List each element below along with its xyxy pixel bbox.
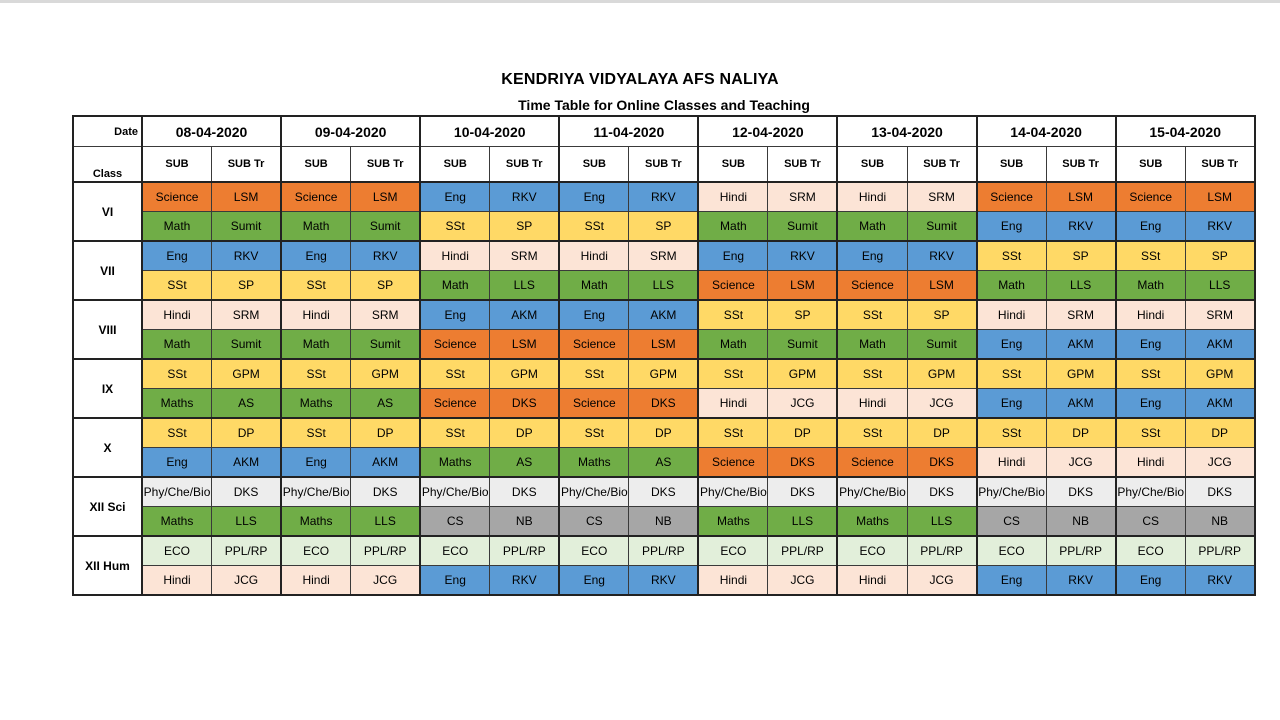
subject-cell: Phy/Che/Bio	[977, 477, 1047, 507]
subject-cell: Eng	[559, 182, 629, 212]
subject-cell: Phy/Che/Bio	[1116, 477, 1186, 507]
subject-cell: Maths	[142, 389, 212, 419]
subject-cell: Math	[142, 330, 212, 360]
teacher-cell: Sumit	[768, 212, 838, 242]
teacher-cell: SRM	[629, 241, 699, 271]
teacher-cell: RKV	[1185, 212, 1255, 242]
teacher-cell: LSM	[629, 330, 699, 360]
teacher-cell: DKS	[629, 389, 699, 419]
subject-cell: ECO	[142, 536, 212, 566]
sub-header: SUB	[977, 147, 1047, 183]
teacher-cell: SP	[768, 300, 838, 330]
subject-cell: Science	[837, 271, 907, 301]
teacher-cell: SRM	[212, 300, 282, 330]
subject-cell: Eng	[281, 241, 351, 271]
subject-cell: Maths	[698, 507, 768, 537]
teacher-cell: JCG	[768, 566, 838, 596]
table-row	[73, 566, 1255, 596]
teacher-cell: SRM	[1046, 300, 1116, 330]
teacher-cell: DKS	[1046, 477, 1116, 507]
subject-cell: SSt	[1116, 418, 1186, 448]
sub-teacher-header: SUB Tr	[1046, 147, 1116, 183]
subject-cell: SSt	[559, 418, 629, 448]
subject-cell: SSt	[142, 271, 212, 301]
subject-cell: Eng	[420, 182, 490, 212]
teacher-cell: AKM	[1046, 330, 1116, 360]
subject-cell: ECO	[420, 536, 490, 566]
teacher-cell: SP	[1185, 241, 1255, 271]
subject-cell: Phy/Che/Bio	[281, 477, 351, 507]
subject-cell: Eng	[281, 448, 351, 478]
teacher-cell: Sumit	[907, 212, 977, 242]
teacher-cell: NB	[629, 507, 699, 537]
subject-cell: Math	[977, 271, 1047, 301]
subject-cell: Eng	[1116, 330, 1186, 360]
subject-cell: Eng	[559, 300, 629, 330]
teacher-cell: RKV	[768, 241, 838, 271]
date-13-04-2020: 13-04-2020	[837, 116, 976, 147]
subject-cell: Math	[281, 212, 351, 242]
teacher-cell: AS	[212, 389, 282, 419]
teacher-cell: JCG	[1046, 448, 1116, 478]
subject-cell: Eng	[977, 212, 1047, 242]
teacher-cell: Sumit	[212, 330, 282, 360]
subject-cell: Eng	[142, 241, 212, 271]
subject-cell: Hindi	[1116, 448, 1186, 478]
subject-cell: Hindi	[698, 389, 768, 419]
teacher-cell: SP	[629, 212, 699, 242]
teacher-cell: SRM	[768, 182, 838, 212]
date-11-04-2020: 11-04-2020	[559, 116, 698, 147]
sub-header: SUB	[698, 147, 768, 183]
teacher-cell: PPL/RP	[907, 536, 977, 566]
date-09-04-2020: 09-04-2020	[281, 116, 420, 147]
teacher-cell: NB	[1046, 507, 1116, 537]
subject-cell: SSt	[1116, 359, 1186, 389]
table-row	[73, 330, 1255, 360]
teacher-cell: DKS	[212, 477, 282, 507]
subject-cell: Science	[142, 182, 212, 212]
table-row	[73, 536, 1255, 566]
teacher-cell: DKS	[907, 448, 977, 478]
class-label: VIII	[73, 300, 142, 359]
class-label: XII Sci	[73, 477, 142, 536]
date-14-04-2020: 14-04-2020	[977, 116, 1116, 147]
teacher-cell: SRM	[907, 182, 977, 212]
subject-cell: ECO	[837, 536, 907, 566]
teacher-cell: DKS	[490, 477, 560, 507]
subject-cell: Science	[281, 182, 351, 212]
subject-cell: Math	[837, 330, 907, 360]
subject-cell: Eng	[977, 389, 1047, 419]
school-title: KENDRIYA VIDYALAYA AFS NALIYA	[501, 71, 779, 88]
teacher-cell: JCG	[212, 566, 282, 596]
sub-teacher-header: SUB Tr	[1185, 147, 1255, 183]
subject-cell: Hindi	[837, 389, 907, 419]
teacher-cell: LLS	[907, 507, 977, 537]
teacher-cell: DKS	[629, 477, 699, 507]
subject-cell: SSt	[420, 359, 490, 389]
teacher-cell: RKV	[212, 241, 282, 271]
teacher-cell: DKS	[351, 477, 421, 507]
subject-cell: Hindi	[281, 566, 351, 596]
teacher-cell: LLS	[351, 507, 421, 537]
subject-cell: SSt	[837, 418, 907, 448]
teacher-cell: LLS	[768, 507, 838, 537]
date-08-04-2020: 08-04-2020	[142, 116, 281, 147]
subject-cell: Hindi	[559, 241, 629, 271]
subject-cell: SSt	[837, 300, 907, 330]
teacher-cell: GPM	[351, 359, 421, 389]
subject-cell: Hindi	[142, 300, 212, 330]
sub-teacher-header: SUB Tr	[907, 147, 977, 183]
teacher-cell: LSM	[1185, 182, 1255, 212]
teacher-cell: Sumit	[907, 330, 977, 360]
sub-header: SUB	[420, 147, 490, 183]
date-header-row	[73, 116, 1255, 147]
teacher-cell: AKM	[629, 300, 699, 330]
subject-cell: Hindi	[420, 241, 490, 271]
subject-cell: Maths	[281, 389, 351, 419]
teacher-cell: DP	[1185, 418, 1255, 448]
subject-cell: SSt	[1116, 241, 1186, 271]
subject-cell: Eng	[420, 566, 490, 596]
subject-cell: Science	[698, 448, 768, 478]
subject-cell: Math	[837, 212, 907, 242]
teacher-cell: JCG	[351, 566, 421, 596]
teacher-cell: SRM	[1185, 300, 1255, 330]
teacher-cell: GPM	[212, 359, 282, 389]
teacher-cell: GPM	[629, 359, 699, 389]
date-12-04-2020: 12-04-2020	[698, 116, 837, 147]
subject-cell: SSt	[559, 359, 629, 389]
sub-header: SUB	[837, 147, 907, 183]
teacher-cell: AKM	[1185, 389, 1255, 419]
subject-cell: Eng	[977, 330, 1047, 360]
subject-cell: Eng	[1116, 389, 1186, 419]
subject-cell: SSt	[977, 359, 1047, 389]
teacher-cell: SP	[907, 300, 977, 330]
teacher-cell: LLS	[490, 271, 560, 301]
subject-cell: Hindi	[281, 300, 351, 330]
sub-header: SUB	[1116, 147, 1186, 183]
table-row	[73, 359, 1255, 389]
date-10-04-2020: 10-04-2020	[420, 116, 559, 147]
sub-teacher-header: SUB Tr	[351, 147, 421, 183]
subject-cell: SSt	[420, 212, 490, 242]
teacher-cell: Sumit	[351, 212, 421, 242]
subject-cell: SSt	[281, 271, 351, 301]
subject-cell: Maths	[559, 448, 629, 478]
subject-cell: SSt	[142, 359, 212, 389]
subject-cell: Science	[420, 330, 490, 360]
subject-cell: Phy/Che/Bio	[559, 477, 629, 507]
table-row	[73, 448, 1255, 478]
subject-cell: Math	[698, 212, 768, 242]
teacher-cell: LSM	[1046, 182, 1116, 212]
teacher-cell: RKV	[1185, 566, 1255, 596]
class-label: VI	[73, 182, 142, 241]
subject-cell: Science	[1116, 182, 1186, 212]
teacher-cell: AKM	[1046, 389, 1116, 419]
subject-cell: SSt	[977, 241, 1047, 271]
teacher-cell: DP	[768, 418, 838, 448]
subject-cell: CS	[559, 507, 629, 537]
subject-cell: Science	[698, 271, 768, 301]
subject-cell: Math	[1116, 271, 1186, 301]
teacher-cell: GPM	[490, 359, 560, 389]
teacher-cell: RKV	[1046, 566, 1116, 596]
class-label: X	[73, 418, 142, 477]
table-row	[73, 477, 1255, 507]
subject-cell: Science	[977, 182, 1047, 212]
teacher-cell: GPM	[907, 359, 977, 389]
teacher-cell: DP	[907, 418, 977, 448]
teacher-cell: PPL/RP	[490, 536, 560, 566]
subject-cell: Math	[281, 330, 351, 360]
subject-cell: SSt	[420, 418, 490, 448]
subject-cell: Eng	[1116, 212, 1186, 242]
teacher-cell: SP	[212, 271, 282, 301]
teacher-cell: GPM	[1046, 359, 1116, 389]
class-label-header: Class	[73, 147, 142, 183]
teacher-cell: Sumit	[351, 330, 421, 360]
teacher-cell: LSM	[907, 271, 977, 301]
subject-cell: Eng	[559, 566, 629, 596]
timetable	[72, 115, 1256, 596]
subject-cell: ECO	[698, 536, 768, 566]
teacher-cell: LLS	[212, 507, 282, 537]
teacher-cell: DP	[1046, 418, 1116, 448]
sub-teacher-header: SUB Tr	[490, 147, 560, 183]
teacher-cell: PPL/RP	[351, 536, 421, 566]
subject-cell: Hindi	[142, 566, 212, 596]
teacher-cell: RKV	[490, 566, 560, 596]
subject-cell: Science	[559, 389, 629, 419]
subject-cell: Hindi	[977, 300, 1047, 330]
subject-cell: CS	[977, 507, 1047, 537]
subject-cell: Eng	[420, 300, 490, 330]
teacher-cell: LLS	[1185, 271, 1255, 301]
subject-cell: SSt	[698, 359, 768, 389]
subject-cell: Maths	[142, 507, 212, 537]
teacher-cell: NB	[490, 507, 560, 537]
teacher-cell: PPL/RP	[768, 536, 838, 566]
subject-cell: Science	[420, 389, 490, 419]
teacher-cell: RKV	[351, 241, 421, 271]
teacher-cell: DP	[351, 418, 421, 448]
teacher-cell: GPM	[768, 359, 838, 389]
subject-cell: Math	[698, 330, 768, 360]
subject-cell: Eng	[837, 241, 907, 271]
table-row	[73, 418, 1255, 448]
subject-cell: Math	[420, 271, 490, 301]
table-row	[73, 507, 1255, 537]
teacher-cell: PPL/RP	[629, 536, 699, 566]
subject-cell: Phy/Che/Bio	[837, 477, 907, 507]
class-label: XII Hum	[73, 536, 142, 595]
teacher-cell: DKS	[768, 448, 838, 478]
subject-cell: SSt	[281, 418, 351, 448]
table-row	[73, 212, 1255, 242]
date-15-04-2020: 15-04-2020	[1116, 116, 1255, 147]
subject-cell: ECO	[1116, 536, 1186, 566]
class-label: IX	[73, 359, 142, 418]
teacher-cell: DKS	[768, 477, 838, 507]
subject-cell: Hindi	[698, 182, 768, 212]
teacher-cell: RKV	[907, 241, 977, 271]
teacher-cell: RKV	[629, 566, 699, 596]
subject-cell: SSt	[698, 418, 768, 448]
sub-header: SUB	[281, 147, 351, 183]
table-row	[73, 271, 1255, 301]
subject-cell: CS	[1116, 507, 1186, 537]
subject-cell: Maths	[837, 507, 907, 537]
teacher-cell: LSM	[768, 271, 838, 301]
teacher-cell: NB	[1185, 507, 1255, 537]
subject-cell: Hindi	[1116, 300, 1186, 330]
teacher-cell: SRM	[351, 300, 421, 330]
sub-teacher-header: SUB Tr	[768, 147, 838, 183]
subject-cell: Maths	[420, 448, 490, 478]
teacher-cell: LLS	[1046, 271, 1116, 301]
subject-cell: Hindi	[977, 448, 1047, 478]
teacher-cell: DP	[212, 418, 282, 448]
subject-cell: Math	[142, 212, 212, 242]
table-row	[73, 389, 1255, 419]
subject-cell: Phy/Che/Bio	[698, 477, 768, 507]
teacher-cell: AKM	[212, 448, 282, 478]
subject-cell: Hindi	[698, 566, 768, 596]
teacher-cell: RKV	[490, 182, 560, 212]
teacher-cell: PPL/RP	[212, 536, 282, 566]
teacher-cell: LSM	[212, 182, 282, 212]
teacher-cell: AS	[629, 448, 699, 478]
teacher-cell: JCG	[907, 566, 977, 596]
subject-cell: ECO	[559, 536, 629, 566]
teacher-cell: PPL/RP	[1185, 536, 1255, 566]
sub-teacher-header: SUB Tr	[629, 147, 699, 183]
teacher-cell: AKM	[1185, 330, 1255, 360]
teacher-cell: LSM	[490, 330, 560, 360]
subject-cell: Eng	[142, 448, 212, 478]
subject-cell: Science	[837, 448, 907, 478]
subject-cell: SSt	[142, 418, 212, 448]
subject-cell: SSt	[281, 359, 351, 389]
subject-cell: SSt	[837, 359, 907, 389]
teacher-cell: DKS	[907, 477, 977, 507]
teacher-cell: JCG	[1185, 448, 1255, 478]
subject-cell: Eng	[1116, 566, 1186, 596]
teacher-cell: AKM	[351, 448, 421, 478]
subject-cell: SSt	[698, 300, 768, 330]
sub-header: SUB	[142, 147, 212, 183]
class-label: VII	[73, 241, 142, 300]
subject-cell: SSt	[559, 212, 629, 242]
column-header-row	[73, 147, 1255, 183]
teacher-cell: SP	[490, 212, 560, 242]
subject-cell: Eng	[977, 566, 1047, 596]
teacher-cell: SP	[351, 271, 421, 301]
teacher-cell: JCG	[907, 389, 977, 419]
subject-cell: Hindi	[837, 182, 907, 212]
teacher-cell: DP	[490, 418, 560, 448]
subject-cell: Hindi	[837, 566, 907, 596]
subject-cell: SSt	[977, 418, 1047, 448]
teacher-cell: SP	[1046, 241, 1116, 271]
teacher-cell: SRM	[490, 241, 560, 271]
subject-cell: Phy/Che/Bio	[420, 477, 490, 507]
teacher-cell: Sumit	[768, 330, 838, 360]
teacher-cell: GPM	[1185, 359, 1255, 389]
teacher-cell: AS	[351, 389, 421, 419]
top-border	[0, 0, 1280, 3]
teacher-cell: AKM	[490, 300, 560, 330]
sub-header: SUB	[559, 147, 629, 183]
table-row	[73, 300, 1255, 330]
teacher-cell: DP	[629, 418, 699, 448]
teacher-cell: DKS	[490, 389, 560, 419]
date-label: Date	[73, 116, 142, 147]
subject-cell: Eng	[698, 241, 768, 271]
subject-cell: CS	[420, 507, 490, 537]
table-row	[73, 182, 1255, 212]
teacher-cell: RKV	[1046, 212, 1116, 242]
teacher-cell: JCG	[768, 389, 838, 419]
subject-cell: Maths	[281, 507, 351, 537]
timetable-subtitle: Time Table for Online Classes and Teaching	[518, 97, 810, 113]
teacher-cell: LLS	[629, 271, 699, 301]
subject-cell: Science	[559, 330, 629, 360]
subject-cell: ECO	[281, 536, 351, 566]
subject-cell: ECO	[977, 536, 1047, 566]
teacher-cell: AS	[490, 448, 560, 478]
sub-teacher-header: SUB Tr	[212, 147, 282, 183]
subject-cell: Math	[559, 271, 629, 301]
subject-cell: Phy/Che/Bio	[142, 477, 212, 507]
teacher-cell: LSM	[351, 182, 421, 212]
teacher-cell: RKV	[629, 182, 699, 212]
teacher-cell: PPL/RP	[1046, 536, 1116, 566]
table-row	[73, 241, 1255, 271]
teacher-cell: DKS	[1185, 477, 1255, 507]
teacher-cell: Sumit	[212, 212, 282, 242]
